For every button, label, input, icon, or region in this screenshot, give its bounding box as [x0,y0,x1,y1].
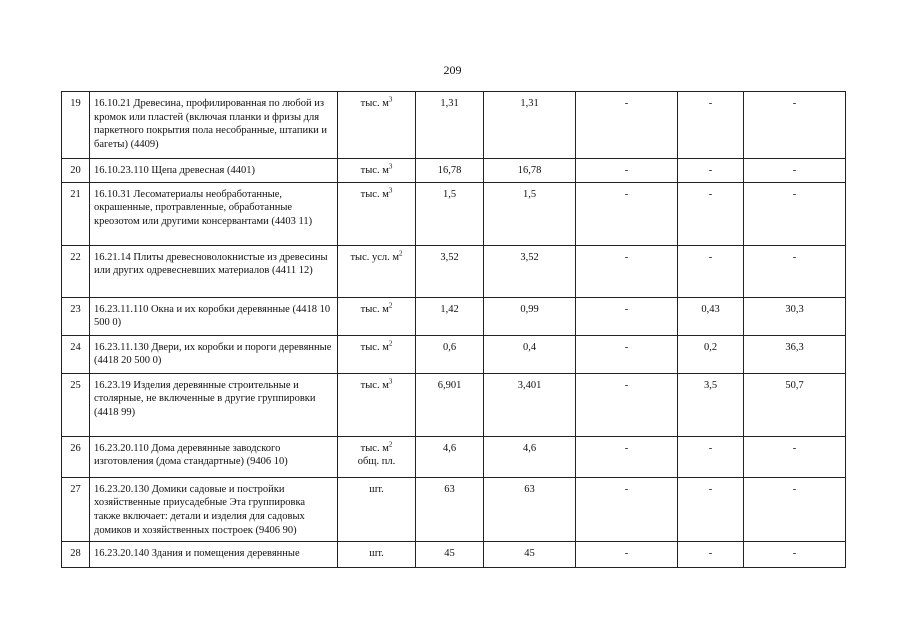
unit-exponent: 3 [388,377,393,386]
row-number: 20 [62,159,90,183]
row-number: 23 [62,297,90,335]
value-col-1: 6,901 [416,373,484,436]
unit-exponent: 3 [388,95,393,104]
product-name: 16.23.20.130 Домики садовые и постройки хозяйственные приусадебные Эта группировка также включает: детали и изделия для садовых домиков и хозяйственных построек (9406 90) [90,477,338,542]
value-col-3: - [576,477,678,542]
value-col-2: 0,4 [484,335,576,373]
value-col-2: 63 [484,477,576,542]
product-name: 16.21.14 Плиты древесноволокнистые из древесины или других одревесневших материалов (4411 12) [90,245,338,297]
table-row [62,436,846,477]
value-col-3: - [576,182,678,245]
unit-cell [338,297,416,335]
unit-cell [338,542,416,568]
value-col-2: 3,401 [484,373,576,436]
value-col-1: 45 [416,542,484,568]
unit-label: тыс. м [360,188,389,200]
unit-label: тыс. м [360,442,389,454]
value-col-2: 0,99 [484,297,576,335]
unit-exponent: 2 [388,440,393,449]
table-row [62,159,846,183]
value-col-5: - [744,542,846,568]
unit-label-secondary: общ. пл. [357,456,396,468]
value-col-5: - [744,159,846,183]
value-col-4: - [678,92,744,159]
unit-cell [338,373,416,436]
value-col-1: 1,5 [416,182,484,245]
value-col-3: - [576,159,678,183]
unit-label: шт. [369,483,384,495]
value-col-1: 0,6 [416,335,484,373]
row-number: 27 [62,477,90,542]
row-number: 24 [62,335,90,373]
unit-label: тыс. м [360,379,389,391]
value-col-1: 16,78 [416,159,484,183]
value-col-5: 30,3 [744,297,846,335]
value-col-4: - [678,436,744,477]
product-name: 16.23.20.110 Дома деревянные заводского изготовления (дома стандартные) (9406 10) [90,436,338,477]
unit-exponent: 2 [388,339,393,348]
unit-label: тыс. м [360,341,389,353]
unit-cell [338,477,416,542]
row-number: 21 [62,182,90,245]
value-col-5: - [744,436,846,477]
value-col-1: 63 [416,477,484,542]
value-col-5: - [744,92,846,159]
unit-exponent: 3 [388,186,393,195]
product-name: 16.23.11.110 Окна и их коробки деревянные (4418 10 500 0) [90,297,338,335]
value-col-4: - [678,245,744,297]
value-col-3: - [576,245,678,297]
value-col-4: - [678,477,744,542]
unit-cell [338,159,416,183]
unit-label: тыс. м [360,303,389,315]
product-name: 16.10.23.110 Щепа древесная (4401) [90,159,338,183]
value-col-2: 1,5 [484,182,576,245]
product-name: 16.23.11.130 Двери, их коробки и пороги деревянные (4418 20 500 0) [90,335,338,373]
value-col-3: - [576,436,678,477]
value-col-2: 45 [484,542,576,568]
table-row [62,182,846,245]
row-number: 25 [62,373,90,436]
unit-label: тыс. м [360,165,389,176]
value-col-4: - [678,182,744,245]
value-col-1: 4,6 [416,436,484,477]
value-col-3: - [576,297,678,335]
unit-cell [338,92,416,159]
value-col-5: 36,3 [744,335,846,373]
product-name: 16.10.21 Древесина, профилированная по любой из кромок или пластей (включая планки и фризы для паркетного покрытия пола несобранные, штапики и багеты) (4409) [90,92,338,159]
row-number: 28 [62,542,90,568]
value-col-3: - [576,373,678,436]
product-name: 16.23.19 Изделия деревянные строительные и столярные, не включенные в другие группировки (4418 99) [90,373,338,436]
page-number: 209 [443,63,462,77]
table-row [62,92,846,159]
value-col-1: 3,52 [416,245,484,297]
table-row [62,542,846,568]
row-number: 22 [62,245,90,297]
table-body [62,92,846,568]
table-row [62,245,846,297]
product-name: 16.10.31 Лесоматериалы необработанные, окрашенные, протравленные, обработанные креозотом или другими консервантами (4403 11) [90,182,338,245]
row-number: 26 [62,436,90,477]
value-col-4: 0,2 [678,335,744,373]
value-col-5: - [744,245,846,297]
row-number: 19 [62,92,90,159]
table-row [62,297,846,335]
unit-cell [338,335,416,373]
table-row [62,373,846,436]
value-col-5: 50,7 [744,373,846,436]
value-col-4: 3,5 [678,373,744,436]
value-col-3: - [576,92,678,159]
value-col-2: 16,78 [484,159,576,183]
unit-exponent: 3 [388,162,393,171]
value-col-3: - [576,542,678,568]
value-col-1: 1,42 [416,297,484,335]
value-col-4: - [678,159,744,183]
value-col-5: - [744,477,846,542]
data-table [61,91,846,568]
table-row [62,477,846,542]
unit-label: шт. [369,548,384,560]
unit-exponent: 2 [388,301,393,310]
value-col-1: 1,31 [416,92,484,159]
unit-cell [338,436,416,477]
table-row [62,335,846,373]
product-name: 16.23.20.140 Здания и помещения деревянные [90,542,338,568]
value-col-2: 4,6 [484,436,576,477]
value-col-2: 3,52 [484,245,576,297]
unit-cell [338,245,416,297]
unit-label: тыс. усл. м [350,251,400,263]
value-col-4: - [678,542,744,568]
value-col-5: - [744,182,846,245]
value-col-3: - [576,335,678,373]
unit-exponent: 2 [399,249,403,258]
value-col-2: 1,31 [484,92,576,159]
value-col-4: 0,43 [678,297,744,335]
unit-cell [338,182,416,245]
unit-label: тыс. м [360,98,389,109]
